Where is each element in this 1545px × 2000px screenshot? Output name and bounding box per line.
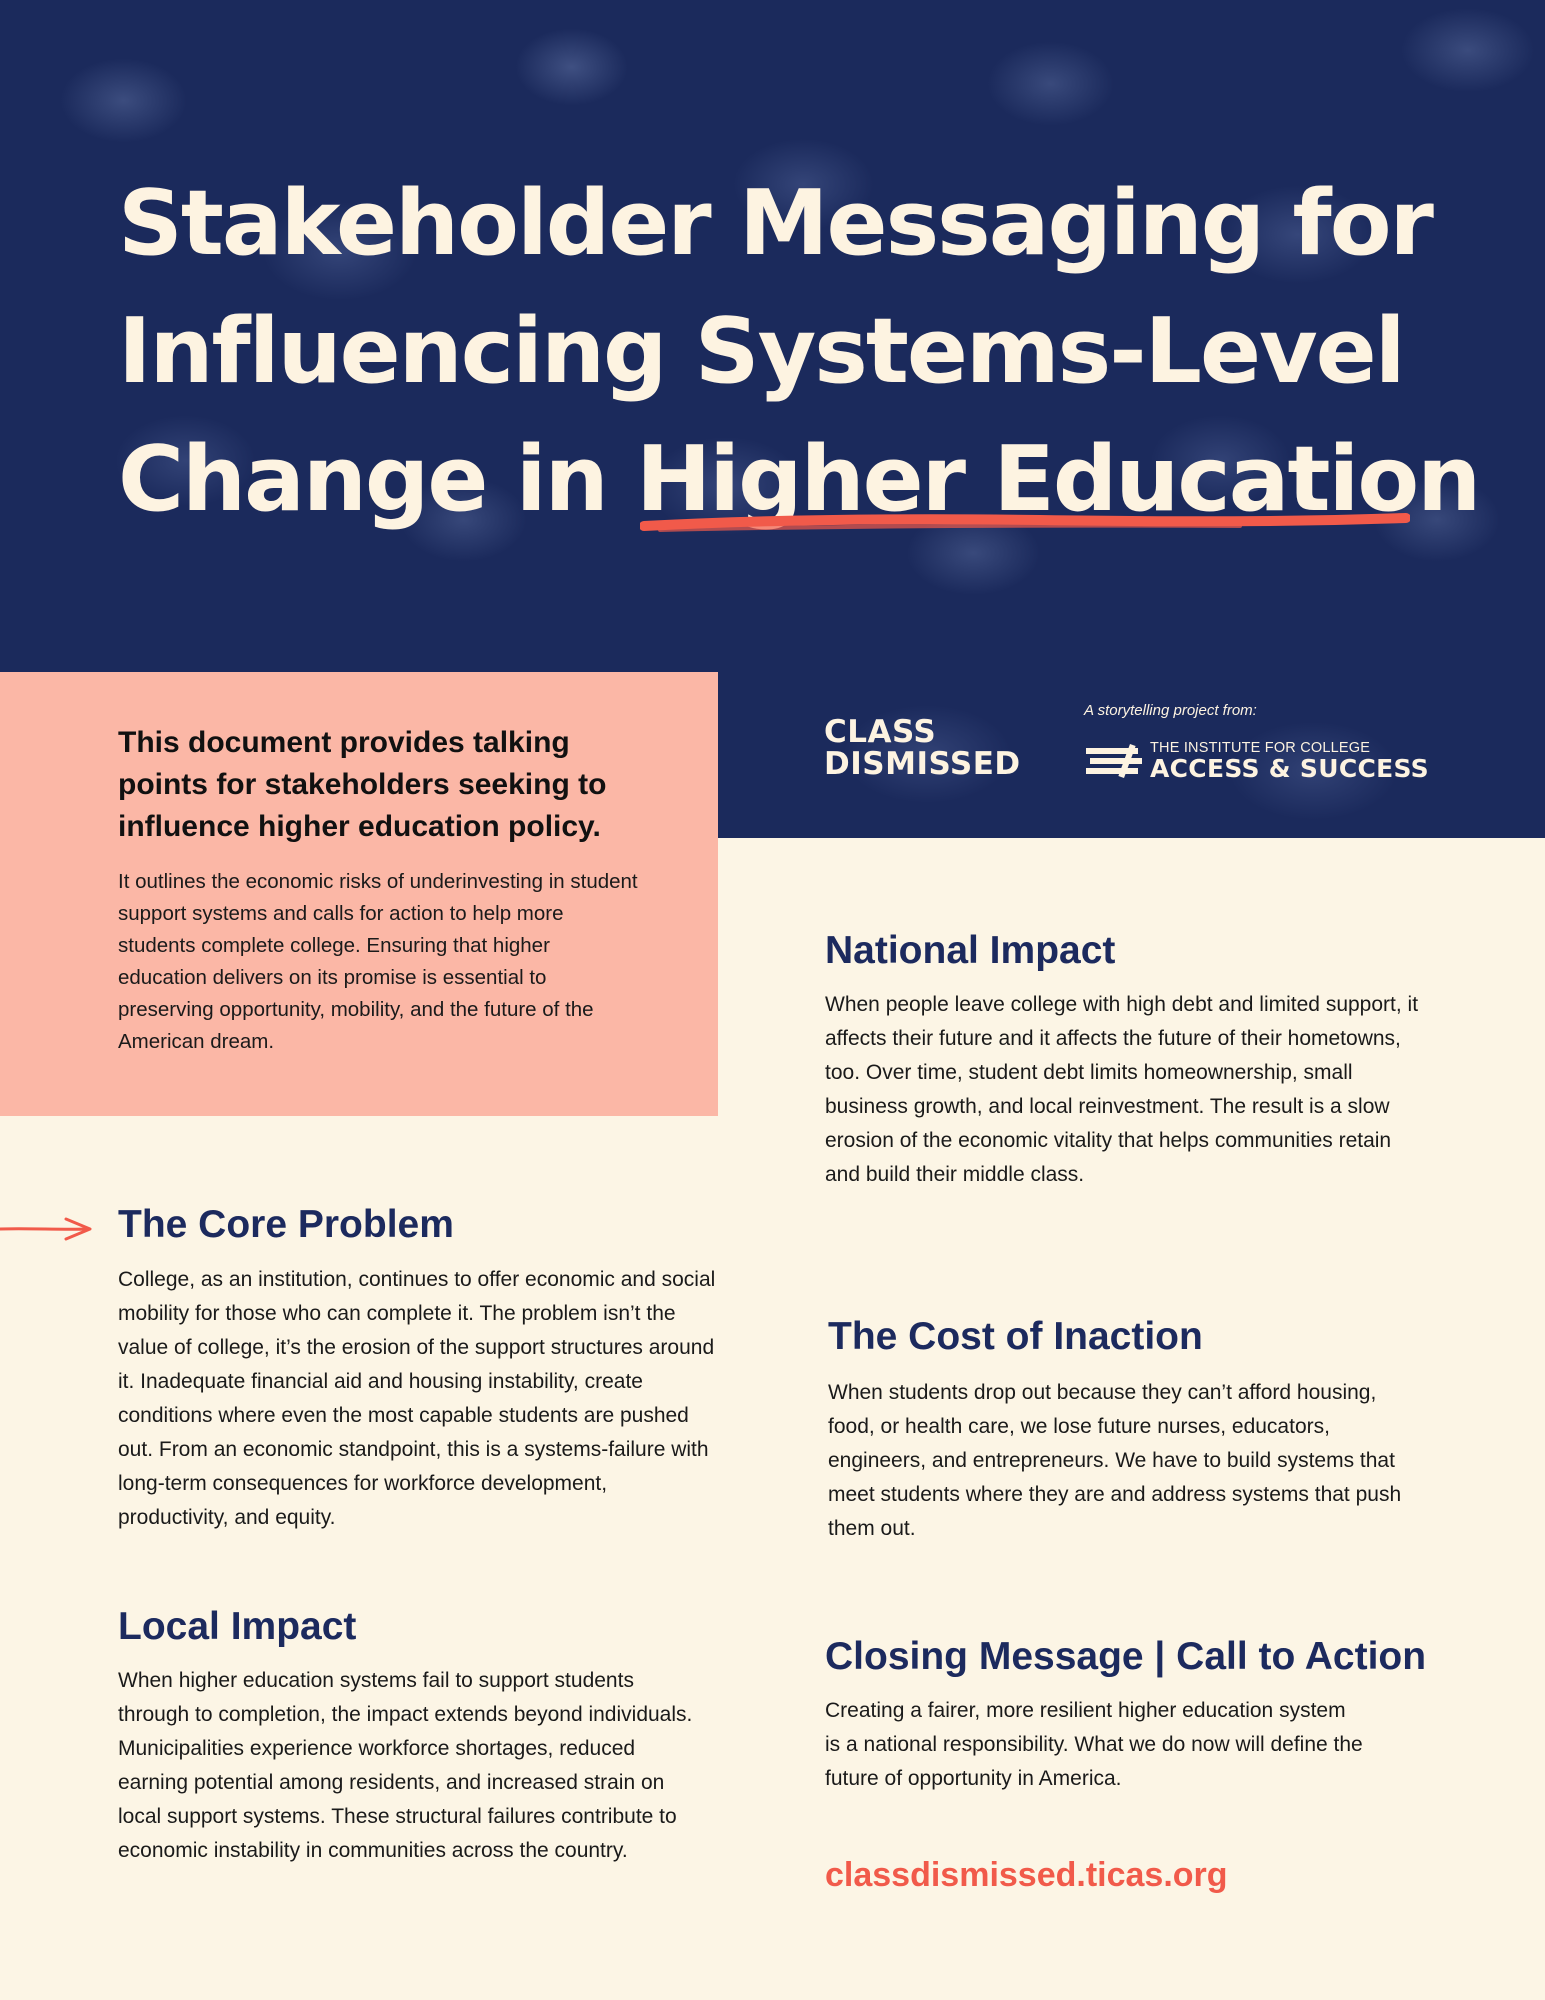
page-title xyxy=(118,160,1480,544)
local-impact-heading: Local Impact xyxy=(118,1605,357,1648)
closing-body: Creating a fairer, more resilient higher education system is a national responsibility. What we do now will define the future of opportunity in America. xyxy=(825,1699,1363,1790)
class-dismissed-logo: CLASS DISMISSED xyxy=(824,714,1021,782)
cost-of-inaction-heading: The Cost of Inaction xyxy=(828,1315,1203,1358)
core-problem-heading: The Core Problem xyxy=(118,1203,454,1246)
title-line-3: Change in Higher Education xyxy=(118,427,1480,532)
cost-of-inaction-body: When students drop out because they can’t afford housing, food, or health care, we lose future nurses, educators, engineers, and entrepreneurs. We have to build systems that meet students where they are and address systems that push them out. xyxy=(828,1381,1402,1540)
title-line-2: Influencing Systems-Level xyxy=(118,299,1404,404)
national-impact-body: When people leave college with high debt and limited support, it affects their future and it affects the future of their hometowns, too. Over time, student debt limits homeownership, small business growth, and local reinvestment. The result is a slow erosion of the economic vitality that helps communities retain and build their middle class. xyxy=(825,993,1419,1186)
title-line-1: Stakeholder Messaging for xyxy=(118,171,1432,276)
storytelling-label: A storytelling project from: xyxy=(1084,702,1257,719)
ticas-books-icon xyxy=(1084,742,1146,782)
ticas-name-small: THE INSTITUTE FOR COLLEGE xyxy=(1150,740,1371,756)
intro-lead: This document provides talking points for stakeholders seeking to influence higher education policy. xyxy=(118,726,607,843)
core-problem-body: College, as an institution, continues to offer economic and social mobility for those who can complete it. The problem isn’t the value of college, it’s the erosion of the support structures around it. Inadequate financial aid and housing instability, create conditions where even the most capable students are pushed out. From an economic standpoint, this is a systems-failure with long-term consequences for workforce development, productivity, and equity. xyxy=(118,1268,716,1529)
website-link[interactable]: classdismissed.ticas.org xyxy=(825,1856,1228,1894)
arrow-right-icon xyxy=(0,1216,94,1242)
ticas-name-large: ACCESS & SUCCESS xyxy=(1150,754,1429,783)
local-impact-body: When higher education systems fail to support students through to completion, the impact extends beyond individuals. Municipalities experience workforce shortages, reduced earning potential among residents, and increased strain on local support systems. These structural failures contribute to economic instability in communities across the country. xyxy=(118,1669,693,1862)
closing-heading: Closing Message | Call to Action xyxy=(825,1635,1427,1678)
national-impact-heading: National Impact xyxy=(825,929,1116,972)
brush-underline-icon xyxy=(640,508,1410,538)
intro-body: It outlines the economic risks of underinvesting in student support systems and calls for action to help more students complete college. Ensuring that higher education delivers on its promise is essential to preserving opportunity, mobility, and the future of the American dream. xyxy=(118,870,638,1053)
